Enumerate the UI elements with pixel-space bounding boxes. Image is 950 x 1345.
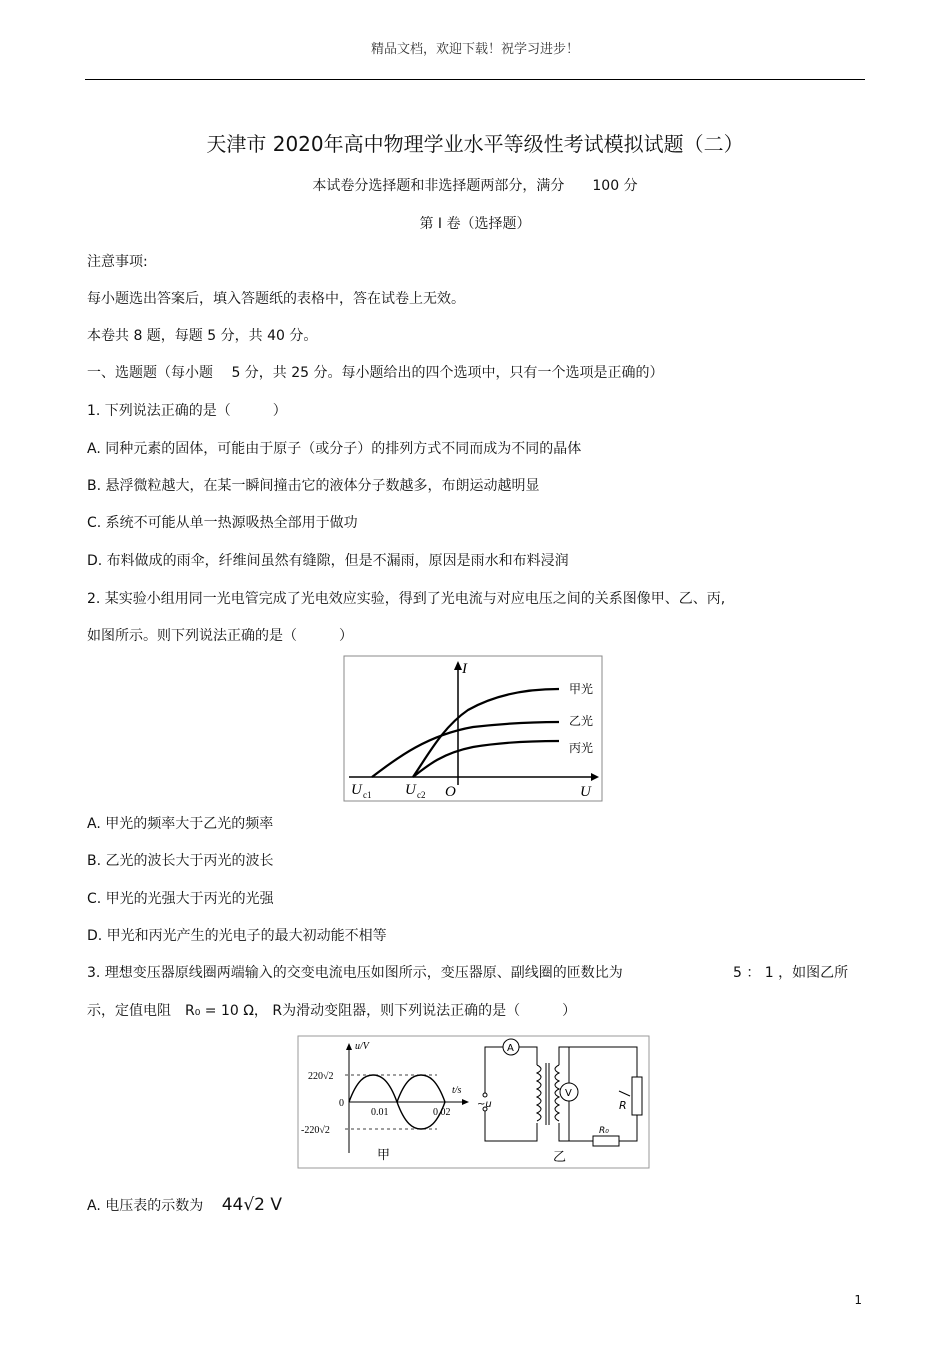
q1-option-a: A. 同种元素的固体，可能由于原子（或分子）的排列方式不同而成为不同的晶体 xyxy=(87,441,582,457)
transformer-figure xyxy=(297,1035,651,1169)
r0-label: R₀ xyxy=(599,1126,609,1136)
source-label: ~u xyxy=(477,1099,492,1110)
t2-label: 0.02 xyxy=(433,1107,451,1118)
exam-title: 天津市 2020年高中物理学业水平等级性考试模拟试题（二） xyxy=(206,132,744,156)
voltmeter-label: V xyxy=(565,1088,572,1099)
pos-peak-label: 220√2 xyxy=(308,1071,334,1082)
notes-line-1: 每小题选出答案后，填入答题纸的表格中，答在试卷上无效。 xyxy=(87,291,465,307)
q3-stem-line-2: 示，定值电阻 R₀ = 10 Ω， R为滑动变阻器，则下列说法正确的是（ ） xyxy=(87,1003,577,1019)
header-rule xyxy=(85,79,865,80)
q3-option-a-value: 44√2 V xyxy=(221,1195,283,1215)
t1-label: 0.01 xyxy=(371,1107,389,1118)
axis-u-label: U xyxy=(580,784,591,800)
caption-jia: 甲 xyxy=(377,1148,391,1163)
page-number: 1 xyxy=(854,1293,862,1307)
wave-u-label: u/V xyxy=(355,1041,369,1052)
label-jia-light: 甲光 xyxy=(569,682,594,696)
uc1-subscript: c1 xyxy=(363,790,372,800)
uc1-label: U xyxy=(351,782,362,798)
r-label: R xyxy=(619,1099,627,1112)
wave-t-label: t/s xyxy=(452,1085,462,1096)
q1-option-c: C. 系统不可能从单一热源吸热全部用于做功 xyxy=(87,515,358,531)
q3-option-a-text: A. 电压表的示数为 xyxy=(87,1198,204,1214)
exam-subtitle: 本试卷分选择题和非选择题两部分，满分 100 分 xyxy=(312,178,638,194)
axis-i-label: I xyxy=(462,661,467,677)
neg-peak-label: -220√2 xyxy=(301,1125,330,1136)
origin-label: O xyxy=(445,784,456,800)
caption-yi: 乙 xyxy=(553,1150,567,1165)
section-heading: 第 I 卷（选择题） xyxy=(419,216,531,232)
q2-option-c: C. 甲光的光强大于丙光的光强 xyxy=(87,891,274,907)
input-terminal-top xyxy=(483,1093,487,1097)
q2-stem-line-2: 如图所示。则下列说法正确的是（ ） xyxy=(87,628,353,644)
q3-option-a xyxy=(87,1195,282,1215)
q1-option-d: D. 布料做成的雨伞，纤维间虽然有缝隙，但是不漏雨，原因是雨水和布料浸润 xyxy=(87,553,569,569)
label-bing-light: 丙光 xyxy=(569,741,594,755)
uc2-subscript: c2 xyxy=(417,790,426,800)
ammeter-label: A xyxy=(507,1043,514,1054)
uc2-label: U xyxy=(405,782,416,798)
resistor-r0 xyxy=(593,1136,619,1146)
rheostat-r xyxy=(632,1077,642,1115)
label-yi-light: 乙光 xyxy=(569,714,594,728)
figure-frame xyxy=(344,656,602,801)
zero-label: 0 xyxy=(339,1098,344,1109)
q1-option-b: B. 悬浮微粒越大，在某一瞬间撞击它的液体分子数越多，布朗运动越明显 xyxy=(87,478,540,494)
notes-line-2: 本卷共 8 题，每题 5 分，共 40 分。 xyxy=(87,328,318,344)
part-one-heading: 一、选题题（每小题 5 分，共 25 分。每小题给出的四个选项中，只有一个选项是正确的） xyxy=(87,365,664,381)
page-header: 精品文档，欢迎下载！祝学习进步！ xyxy=(370,42,579,57)
q3-stem-line-1a: 3. 理想变压器原线圈两端输入的交变电流电压如图所示，变压器原、副线圈的匝数比为 xyxy=(87,965,623,981)
photoelectric-iu-figure xyxy=(343,655,605,802)
q2-stem-line-1: 2. 某实验小组用同一光电管完成了光电效应实验，得到了光电流与对应电压之间的关系图像甲、乙、丙, xyxy=(87,591,726,607)
q3-stem-line-1b: 5 ： 1 ，如图乙所 xyxy=(733,965,849,981)
q1-stem: 1. 下列说法正确的是（ ） xyxy=(87,403,287,419)
notes-heading: 注意事项: xyxy=(87,254,148,270)
q2-option-b: B. 乙光的波长大于丙光的波长 xyxy=(87,853,274,869)
q2-option-a: A. 甲光的频率大于乙光的频率 xyxy=(87,816,274,832)
q2-option-d: D. 甲光和丙光产生的光电子的最大初动能不相等 xyxy=(87,928,387,944)
